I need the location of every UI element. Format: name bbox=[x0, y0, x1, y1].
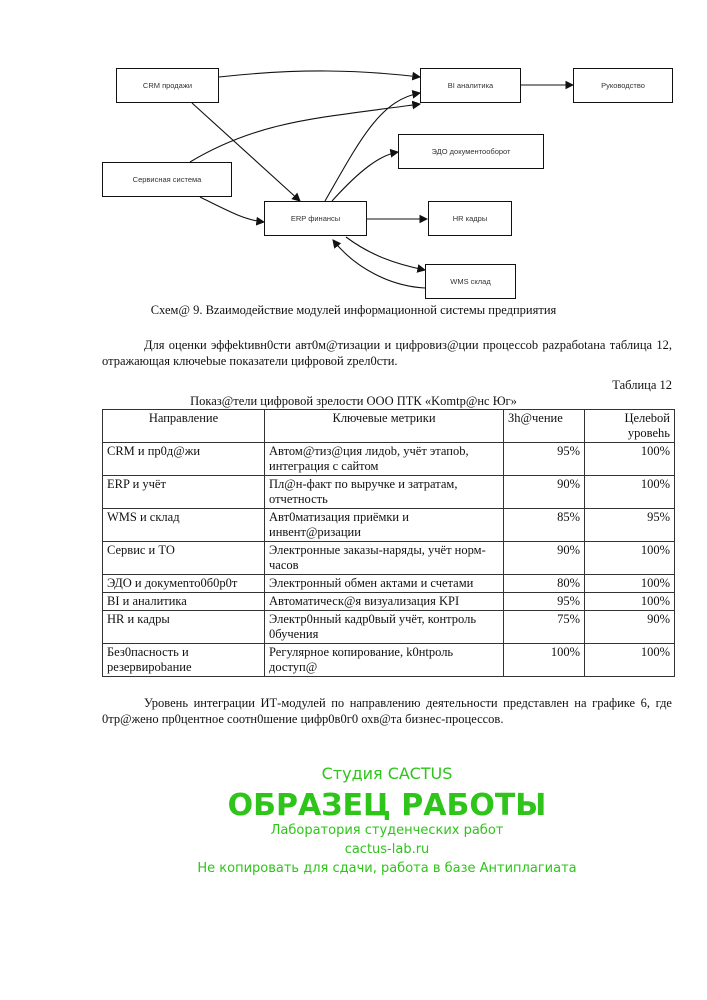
table-row bbox=[103, 593, 675, 611]
watermark-lab: Лаборатория студенческих работ bbox=[270, 823, 504, 838]
intro-paragraph-text: Для оценки эффektивн0сти авт0м@тизации и цифровиз@ции процессоb pazpабotана таблица 12, отражающая ключеbые показатели цифровой zрел0сти. bbox=[102, 338, 672, 368]
node-erp-label: ERP финансы bbox=[290, 214, 341, 223]
cell-metrics: Регулярное копирование, k0нtроль доступ@ bbox=[265, 644, 504, 677]
node-management bbox=[573, 68, 673, 103]
cell-direction: WMS и склад bbox=[103, 509, 265, 542]
cell-direction: Без0пасность и резервироbание bbox=[103, 644, 265, 677]
cell-value: 90% bbox=[504, 476, 585, 509]
table-row bbox=[103, 575, 675, 593]
node-wms bbox=[425, 264, 516, 299]
cell-target: 100% bbox=[585, 593, 675, 611]
cell-value: 75% bbox=[504, 611, 585, 644]
cell-value: 90% bbox=[504, 542, 585, 575]
cell-direction: CRM и пр0д@жи bbox=[103, 443, 265, 476]
cell-metrics: Электронный обмен актами и счетами bbox=[265, 575, 504, 593]
node-crm-label: CRM продажи bbox=[142, 81, 193, 90]
cell-metrics: Автом@тиз@ция лидоb, учёт этапоb, интеграция с сайтом bbox=[265, 443, 504, 476]
node-edo-label: ЭДО документооборот bbox=[431, 147, 511, 156]
module-interaction-diagram bbox=[0, 0, 707, 300]
cell-value: 95% bbox=[504, 593, 585, 611]
arrow-service-erp bbox=[200, 197, 264, 222]
cell-value: 80% bbox=[504, 575, 585, 593]
cell-metrics: Авт0матизация приёмки и инвент@ризации bbox=[265, 509, 504, 542]
intro-paragraph bbox=[102, 337, 672, 369]
cell-target: 100% bbox=[585, 443, 675, 476]
cell-metrics: Автоматическ@я визуализация KPI bbox=[265, 593, 504, 611]
closing-paragraph-text: Уровень интеграции ИТ-модулей по направлению деятельности представлен на графике 6, где 0тр@жено пр0центное соотн0шение цифр0в0г0 охв@та бизнес-процессов. bbox=[102, 696, 672, 726]
node-wms-label: WMS склад bbox=[450, 277, 491, 286]
table-header-row bbox=[103, 410, 675, 443]
node-service bbox=[102, 162, 232, 197]
cell-target: 100% bbox=[585, 644, 675, 677]
header-metrics: Ключевые метрики bbox=[265, 410, 504, 443]
arrow-crm-bi bbox=[219, 71, 420, 77]
table-row bbox=[103, 611, 675, 644]
header-direction: Направление bbox=[103, 410, 265, 443]
cell-direction: BI и аналитика bbox=[103, 593, 265, 611]
cell-metrics: Электр0нный кадр0вый учёт, контроль 0бучения bbox=[265, 611, 504, 644]
figure-caption: Схем@ 9. Вzaимодействие модулей информационной системы предприятия bbox=[150, 303, 557, 317]
cell-target: 95% bbox=[585, 509, 675, 542]
cell-target: 90% bbox=[585, 611, 675, 644]
table-number: Таблица 12 bbox=[612, 378, 672, 392]
watermark-stamp bbox=[102, 757, 672, 907]
table-row bbox=[103, 542, 675, 575]
cell-direction: ERP и учёт bbox=[103, 476, 265, 509]
table-row bbox=[103, 509, 675, 542]
cell-direction: Сервиc и ТО bbox=[103, 542, 265, 575]
node-edo bbox=[398, 134, 544, 169]
table-row bbox=[103, 644, 675, 677]
watermark-notice: Не копировать для сдачи, работа в базе Антиплагиата bbox=[197, 861, 577, 876]
node-erp bbox=[264, 201, 367, 236]
header-value: Зh@чение bbox=[504, 410, 585, 443]
diagram-connectors bbox=[0, 0, 707, 300]
closing-paragraph bbox=[102, 695, 672, 727]
watermark-studio: Студия CACTUS bbox=[321, 764, 453, 783]
metrics-table bbox=[102, 409, 675, 677]
cell-value: 100% bbox=[504, 644, 585, 677]
cell-target: 100% bbox=[585, 575, 675, 593]
node-hr-label: HR кадры bbox=[452, 214, 488, 223]
cell-value: 95% bbox=[504, 443, 585, 476]
cell-value: 85% bbox=[504, 509, 585, 542]
arrow-wms-erp bbox=[333, 240, 425, 288]
node-management-label: Руководство bbox=[601, 81, 645, 90]
cell-metrics: Электронные заказы-наряды, учёт норм-часов bbox=[265, 542, 504, 575]
node-bi-label: BI аналитика bbox=[447, 81, 494, 90]
cell-target: 100% bbox=[585, 476, 675, 509]
node-crm bbox=[116, 68, 219, 103]
arrow-erp-wms bbox=[346, 237, 425, 270]
table-row bbox=[103, 476, 675, 509]
arrow-erp-edo bbox=[332, 152, 398, 201]
cell-target: 100% bbox=[585, 542, 675, 575]
node-hr bbox=[428, 201, 512, 236]
header-target: Целеbой уровеhь bbox=[585, 410, 675, 443]
watermark-site: cactus-lab.ru bbox=[344, 842, 430, 857]
cell-direction: ЭДО и докумеnто0б0р0т bbox=[103, 575, 265, 593]
watermark-sample: ОБРАЗЕЦ РАБОТЫ bbox=[227, 788, 547, 823]
table-title: Показ@тели цифровой зрелости ООО ПТК «Komtp@нс Юг» bbox=[190, 394, 517, 408]
table-row bbox=[103, 443, 675, 476]
cell-metrics: Пл@н-факт по выручке и затратам, отчетность bbox=[265, 476, 504, 509]
node-bi bbox=[420, 68, 521, 103]
node-service-label: Сервисная система bbox=[132, 175, 202, 184]
cell-direction: HR и кадры bbox=[103, 611, 265, 644]
